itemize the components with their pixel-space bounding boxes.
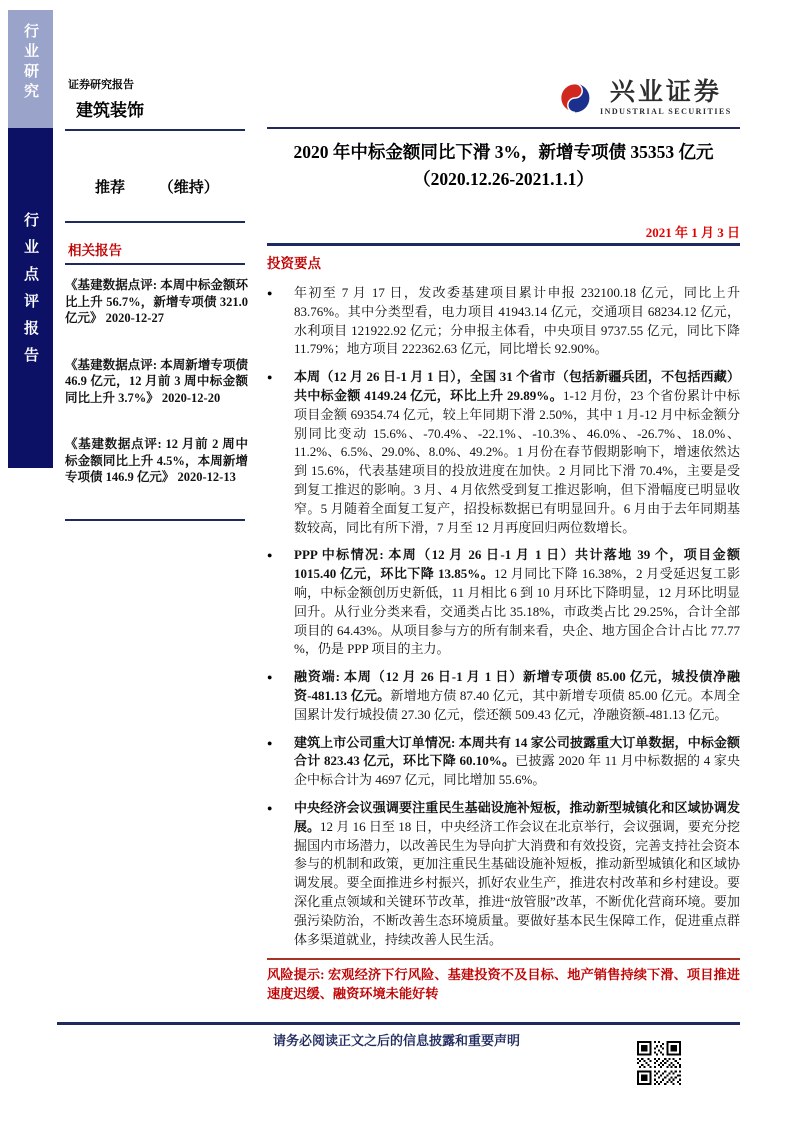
related-report: 《基建数据点评: 本周中标金额环比上升 56.7%，新增专项债 321.0 亿元》 2020-12-27 xyxy=(65,278,248,325)
bullet-text xyxy=(294,284,740,359)
rating-value: 推荐 xyxy=(95,180,126,196)
bullet-text xyxy=(294,799,740,949)
bullet-rest: 12 月 16 日至 18 日，中央经济工作会议在北京举行，会议强调，要充分挖掘国内市场潜力，以改善民生为导向扩大消费和有效投资，完善支持社会资本参与的机制和政策，更加注重民生基础设施补短板，推动新型城镇化和区域协调发展。要全面推进乡村振兴，抓好农业生产，推进农村改革和乡村建设。要深化重点领域和关键环节改革，推进“放管服”改革，不断优化营商环境。要加强污染防治，不断改善生态环境质量。要做好基本民生保障工作，促进重点群体多渠道就业，持续改善人民生活。 xyxy=(294,818,740,947)
main-content xyxy=(267,252,740,1003)
bullet-icon: ● xyxy=(267,802,273,813)
bullet-text xyxy=(294,734,740,790)
report-type-label: 证券研究报告 xyxy=(68,79,134,91)
bullet-text xyxy=(294,368,740,537)
bullet-icon: ● xyxy=(267,372,273,383)
bullet-rest: 12 月同比下降 16.38%，2 月受延迟复工影响，中标金额创历史新低，11 月相比 6 到 10 月环比下降明显，12 月环比明显回升。从行业分类来看，交通类占比 35.18%，市政类占比 29.25%，合计全部项目的 64.43%。从项目参与方的所有制来看，央企、地方国企合计占比 77.77 %，仍是 PPP 项目的主力。 xyxy=(294,566,740,657)
brand-name xyxy=(600,80,732,116)
divider xyxy=(65,519,245,521)
investment-points-heading: 投资要点 xyxy=(267,256,321,271)
related-reports-heading: 相关报告 xyxy=(68,243,122,258)
brand-name-cn: 兴业证券 xyxy=(609,79,722,106)
divider xyxy=(65,221,245,223)
bullet-icon: ● xyxy=(267,672,273,683)
bullet-item xyxy=(267,284,740,359)
risk-warning: 风险提示: 宏观经济下行风险、基建投资不及目标、地产销售持续下滑、项目推进速度迟缓、融资环境未能好转 xyxy=(267,967,740,1002)
divider xyxy=(65,129,245,131)
sidebar-top-label: 行业研究 xyxy=(22,23,38,103)
bullet-icon: ● xyxy=(267,737,273,748)
report-date: 2021 年 1 月 3 日 xyxy=(645,225,740,240)
divider xyxy=(267,243,740,246)
bullet-item xyxy=(267,734,740,790)
page-title: 2020 年中标金额同比下滑 3%，新增专项债 35353 亿元（2020.12.26-2021.1.1） xyxy=(293,142,714,190)
related-report: 《基建数据点评: 本周新增专项债 46.9 亿元，12 月前 3 周中标金额同比上升 3.7%》 2020-12-20 xyxy=(65,357,248,405)
bullet-icon: ● xyxy=(267,288,273,298)
bullet-rest: 年初至 7 月 17 日，发改委基建项目累计申报 232100.18 亿元，同比上升 83.76%。其中分类型看，电力项目 41943.14 亿元，交通项目 68234.12 亿元，水利项目 121922.92 亿元；分申报主体看，中央项目 9737.55 亿元，同比下降 11.79%；地方项目 222362.63 亿元，同比增长 92.90%。 xyxy=(294,285,740,357)
bullet-icon: ● xyxy=(267,550,273,561)
rating-status: （维持） xyxy=(158,180,219,196)
bullet-lead: PPP 中标情况: 本周（12 月 26 日-1 月 1 日）共计落地 39 个，项目金额 1015.40 亿元，环比下降 13.85%。 xyxy=(294,547,740,582)
bullet-lead: 中央经济会议强调要注重民生基础设施补短板，推动新型城镇化和区域协调发展。 xyxy=(294,799,740,834)
bullet-rest: 1-12 月份，23 个省份累计中标项目金额 69354.74 亿元，较上年同期下滑 2.50%，其中 1 月-12 月中标金额分别同比变动 15.6%、-70.4%、-22.1%、-10.3%、46.0%、-26.7%、18.0%、11.2%、6.5%、29.0%、8.0%、49.2%。1 月份在春节假期影响下，增速依然达到 15.6%，代表基建项目的投放进度在加快。2 月同比下滑 70.4%，主要是受到复工推迟的影响。3 月、4 月依然受到复工推迟影响，但下滑幅度已明显收窄。5 月随着全面复工复产，招投标数据已有明显回升。6 月由于去年同期基数较高，同比有所下滑，7 月至 12 月再度回归两位数增长。 xyxy=(294,387,740,535)
bullet-item xyxy=(267,799,740,949)
bullet-item xyxy=(267,546,740,659)
brand-logo xyxy=(560,80,732,116)
bullet-lead: 建筑上市公司重大订单情况: 本周共有 14 家公司披露重大订单数据，中标金额合计 823.43 亿元，环比下降 60.10%。 xyxy=(294,734,740,769)
divider xyxy=(65,263,245,265)
bullet-lead: 本周（12 月 26 日-1 月 1 日），全国 31 个省市（包括新疆兵团，不包括西藏）共中标金额 4149.24 亿元，环比上升 29.89%。 xyxy=(294,369,740,403)
sidebar-industry-comment-report xyxy=(8,128,53,468)
related-reports-list xyxy=(65,277,248,516)
divider xyxy=(267,127,740,129)
industry-name: 建筑装饰 xyxy=(76,101,144,120)
related-report: 《基建数据点评: 12 月前 2 周中标金额同比上升 4.5%，本周新增专项债 146.9 亿元》 2020-12-13 xyxy=(65,437,248,484)
bullet-text xyxy=(294,668,740,724)
bullet-text xyxy=(294,546,740,659)
brand-name-en: INDUSTRIAL SECURITIES xyxy=(600,107,732,116)
bullet-item xyxy=(267,668,740,724)
risk-divider xyxy=(267,958,740,960)
bullet-rest: 已披露 2020 年 11 月中标数据的 4 家央企中标合计为 4697 亿元，同比增加 55.6%。 xyxy=(294,753,740,788)
bullet-lead: 融资端: 本周（12 月 26 日-1 月 1 日）新增专项债 85.00 亿元，城投债净融资-481.13 亿元。 xyxy=(294,669,740,703)
rating-row xyxy=(65,176,245,197)
qr-code xyxy=(637,1041,681,1085)
sidebar-bottom-label: 行业点评报告 xyxy=(22,212,38,374)
industrial-securities-logo-icon xyxy=(560,83,590,113)
bullet-rest: 新增地方债 87.40 亿元，其中新增专项债 85.00 亿元。本周全国累计发行城投债 27.30 亿元，偿还额 509.43 亿元，净融资额-481.13 亿元。 xyxy=(294,687,740,722)
sidebar-industry-research xyxy=(8,10,53,128)
footer-disclaimer: 请务必阅读正文之后的信息披露和重要声明 xyxy=(272,1033,520,1048)
footer-divider xyxy=(57,1022,740,1025)
bullet-item xyxy=(267,368,740,537)
